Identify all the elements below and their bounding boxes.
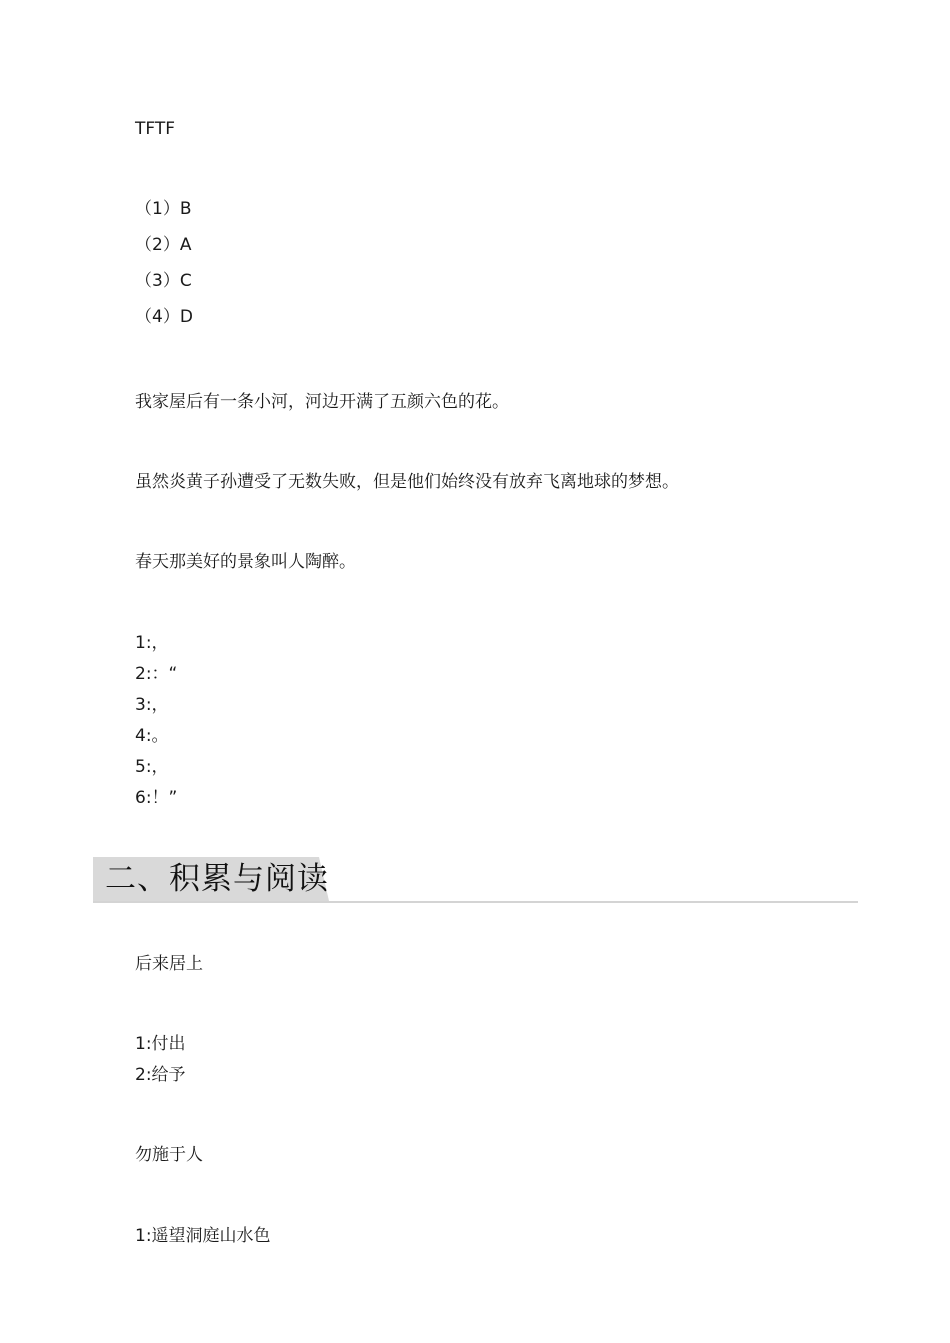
answer-tf: TFTF [135,119,176,139]
section-header [93,857,858,904]
punctuation-answer-1: 1:， [135,633,169,653]
choice-answer-2: （2）A [135,235,192,255]
choice-answer-3: （3）C [135,271,192,291]
punctuation-answer-5: 5:， [135,757,169,777]
sentence-answer-1: 我家屋后有一条小河，河边开满了五颜六色的花。 [135,392,509,412]
sentence-answer-3: 春天那美好的景象叫人陶醉。 [135,552,356,572]
punctuation-answer-6: 6:！” [135,788,178,808]
phrase-answer-2: 勿施于人 [135,1145,203,1165]
word-answer-2: 2:给予 [135,1065,186,1085]
word-answer-1: 1:付出 [135,1034,186,1054]
phrase-answer-1: 后来居上 [135,954,203,974]
choice-answer-4: （4）D [135,307,193,327]
poem-answer-1: 1:遥望洞庭山水色 [135,1226,271,1246]
section-divider [93,901,858,903]
punctuation-answer-2: 2:：“ [135,664,178,684]
section-title: 二、积累与阅读 [105,861,329,897]
punctuation-answer-4: 4:。 [135,726,169,746]
punctuation-answer-3: 3:， [135,695,169,715]
sentence-answer-2: 虽然炎黄子孙遭受了无数失败，但是他们始终没有放弃飞离地球的梦想。 [135,472,679,492]
choice-answer-1: （1）B [135,199,192,219]
